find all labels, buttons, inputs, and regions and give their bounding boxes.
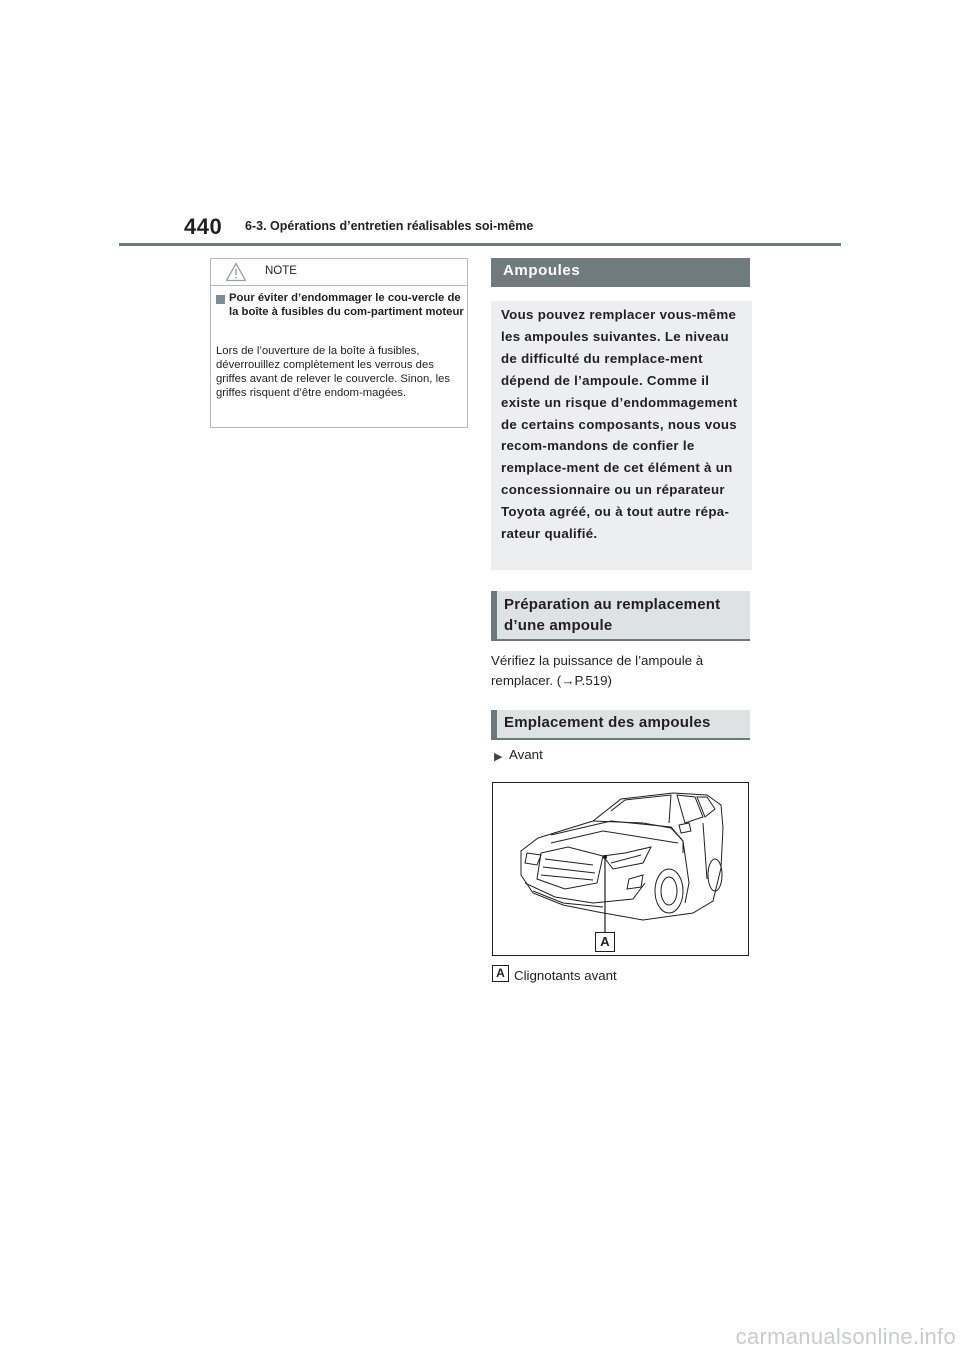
legend-text: Clignotants avant xyxy=(514,968,617,983)
watermark: carmanualsonline.info xyxy=(735,1324,956,1349)
note-heading: Pour éviter d’endommager le cou-vercle de la boîte à fusibles du com-partiment moteur xyxy=(229,292,464,318)
triangle-bullet-icon: ▶ xyxy=(494,751,503,763)
avant-label: Avant xyxy=(509,747,543,762)
note-box xyxy=(210,258,468,428)
note-body: Lors de l’ouverture de la boîte à fusibles, déverrouillez complètement les verrous des griffes avant de relever le couvercle. Sinon, les griffes risquent d’être endom-magées. xyxy=(216,345,451,399)
ampoules-title: Ampoules xyxy=(503,262,581,279)
preparation-text: Vérifiez la puissance de l’ampoule à remplacer. (→P.519) xyxy=(491,653,704,688)
car-illustration xyxy=(493,783,748,955)
intro-box xyxy=(491,301,752,570)
note-header xyxy=(211,259,467,286)
emplacement-heading xyxy=(491,710,750,740)
front-bulb-figure xyxy=(492,782,749,956)
header-rule xyxy=(119,243,841,246)
page-number: 440 xyxy=(184,214,223,239)
preparation-heading xyxy=(491,591,750,641)
emplacement-title: Emplacement des ampoules xyxy=(504,714,711,731)
ampoules-heading xyxy=(491,258,750,287)
callout-a: A xyxy=(595,932,615,952)
preparation-title: Préparation au remplacement d’une ampoule xyxy=(504,596,721,634)
legend-key-a: A xyxy=(492,965,509,982)
note-label: NOTE xyxy=(265,265,297,277)
intro-text: Vous pouvez remplacer vous-même les ampoules suivantes. Le niveau de difficulté du remplace-ment dépend de l’ampoule. Comme il existe un risque d’endommagement de certains composants, nous vous recom-mandons de confier le remplace-ment de cet élément à un concessionnaire ou un réparateur Toyota agréé, ou à tout autre répa-rateur qualifié. xyxy=(501,307,738,542)
square-bullet-icon xyxy=(216,295,225,304)
warning-icon xyxy=(225,262,247,282)
section-title: 6-3. Opérations d’entretien réalisables soi-même xyxy=(245,219,534,233)
